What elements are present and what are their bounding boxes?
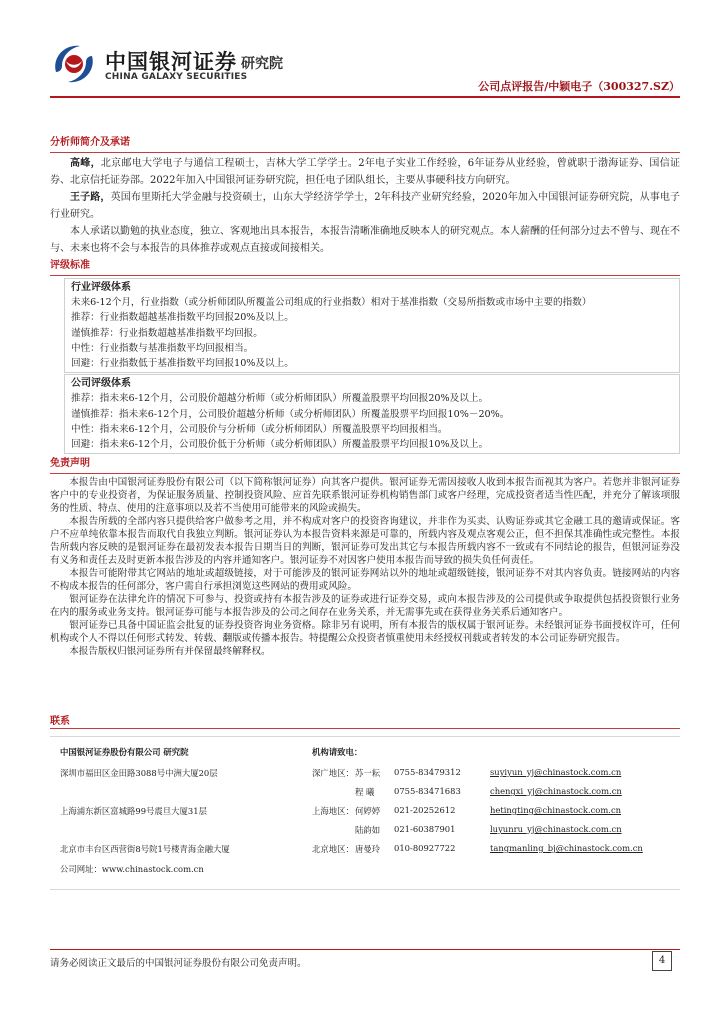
- disclaimer-paragraph: 本报告所载的全部内容只提供给客户做参考之用，并不构成对客户的投资咨询建议，并非作为买卖、认购证券或其它金融工具的邀请或保证。客户不应单纯依靠本报告而取代自我独立判断。银河证券认为本报告资料来源是可靠的，所载内容及观点客观公正，但不担保其准确性或完整性。本报告所载内容反映的是银河证券在最初发表本报告日期当日的判断，银河证券可发出其它与本报告所载内容不一致或有不同结论的报告，但银河证券没有义务和责任去及时更新本报告涉及的内容并通知客户。银河证券不对因客户使用本报告而导致的损失负任何责任。: [50, 516, 680, 567]
- sales-name: 唐曼玲: [355, 844, 381, 854]
- contact-section-title: 联系: [50, 712, 680, 729]
- rating-section-title: 评级标准: [50, 257, 680, 276]
- address-beijing: 北京市丰台区西营街8号院1号楼青海金融大厦: [60, 844, 230, 854]
- industry-rating-title: 行业评级体系: [71, 282, 131, 293]
- disclaimer-section-title: 免责声明: [50, 455, 680, 474]
- company-rating-line: 中性：指未来6-12个月，公司股价与分析师（或分析师团队）所覆盖股票平均回报相当。: [71, 423, 448, 435]
- analyst-section-title: 分析师简介及承诺: [50, 134, 680, 153]
- disclaimer-paragraph: 银河证券在法律允许的情况下可参与、投资或持有本报告涉及的证券或进行证券交易，或向本报告涉及的公司提供或争取提供包括投资银行业务在内的服务或业务支持。银河证券可能与本报告涉及的公司之间存在业务关系，并无需事先或在获得业务关系后通知客户。: [50, 594, 680, 619]
- company-rating-line: 推荐：指未来6-12个月，公司股价超越分析师（或分析师团队）所覆盖股票平均回报20%及以上。: [71, 393, 489, 405]
- industry-rating-line: 谨慎推荐：行业指数超越基准指数平均回报。: [71, 327, 263, 339]
- sales-region: 北京地区：: [312, 844, 354, 854]
- footer-disclaimer-note: 请务必阅读正文最后的中国银河证券股份有限公司免责声明。: [50, 958, 307, 969]
- sales-name: 苏一耘: [355, 768, 381, 778]
- logo-chinese-name: 中国银河证券: [105, 50, 237, 74]
- sales-phone: 021-20252612: [394, 805, 456, 815]
- sales-phone: 0755-83479312: [394, 767, 461, 777]
- page-header: [50, 40, 680, 95]
- sales-phone: 010-80927722: [394, 843, 456, 853]
- sales-email-link[interactable]: luyunru_yj@chinastock.com.cn: [490, 824, 622, 834]
- analyst-bio-gao: [50, 155, 680, 189]
- sales-title: 机构请致电：: [312, 747, 363, 757]
- institute-label: 研究院: [241, 56, 283, 72]
- analyst-name: 高峰，: [70, 158, 101, 169]
- company-rating-line: 谨慎推荐：指未来6-12个月，公司股价超越分析师（或分析师团队）所覆盖股票平均回报10%－20%。: [71, 408, 510, 420]
- address-shanghai: 上海浦东新区富城路99号震旦大厦31层: [60, 806, 207, 816]
- sales-phone: 021-60387901: [394, 824, 456, 834]
- sales-email-link[interactable]: suyiyun_yj@chinastock.com.cn: [490, 767, 622, 777]
- disclaimer-paragraph: 本报告由中国银河证券股份有限公司（以下简称银河证券）向其客户提供。银河证券无需因接收人收到本报告而视其为客户。若您并非银河证券客户中的专业投资者，为保证服务质量、控制投资风险、应首先联系银河证券机构销售部门或客户经理，完成投资者适当性匹配，并充分了解该项服务的性质、特点、使用的注意事项以及若不当使用可能带来的风险或损失。: [50, 477, 680, 515]
- sales-name: 何婷婷: [355, 806, 381, 816]
- contact-block: [50, 736, 680, 890]
- sales-email-link[interactable]: tangmanling_bj@chinastock.com.cn: [490, 843, 643, 853]
- industry-rating-line: 回避：行业指数低于基准指数平均回报10%及以上。: [71, 358, 294, 370]
- disclaimer-paragraph: 本报告可能附带其它网站的地址或超级链接，对于可能涉及的银河证券网站以外的地址或超级链接，银河证券不对其内容负责。链接网站的内容不构成本报告的任何部分，客户需自行承担浏览这些网站的费用或风险。: [50, 568, 680, 593]
- company-rating-title: 公司评级体系: [71, 378, 131, 390]
- sales-name: 程 曦: [355, 787, 375, 797]
- industry-rating-line: 未来6-12个月，行业指数（或分析师团队所覆盖公司组成的行业指数）相对于基准指数（交易所指数或市场中主要的指数）: [71, 297, 592, 309]
- galaxy-logo-icon: [50, 40, 98, 88]
- industry-rating-box: [64, 278, 680, 373]
- analyst-commitment: 本人承诺以勤勉的执业态度，独立、客观地出具本报告，本报告清晰准确地反映本人的研究观点。本人薪酬的任何部分过去不曾与、现在不与、未来也将不会与本报告的具体推荐或观点直接或间接相关。: [50, 226, 680, 254]
- company-website[interactable]: 公司网址：www.chinastock.com.cn: [60, 864, 204, 874]
- sales-phone: 0755-83471683: [394, 786, 461, 796]
- disclaimer-paragraph: 本报告版权归银河证券所有并保留最终解释权。: [69, 646, 271, 658]
- sales-region: 深广地区：: [312, 768, 354, 778]
- logo-english-name: CHINA GALAXY SECURITIES: [105, 72, 248, 82]
- analyst-bio-wang: [50, 189, 680, 223]
- company-name: 中国银河证券股份有限公司 研究院: [60, 747, 189, 757]
- analyst-bio-text: 北京邮电大学电子与通信工程硕士，吉林大学工学学士。2年电子实业工作经验，6年证券从业经验，曾就职于渤海证券、国信证券、北京信托证券部。2022年加入中国银河证券研究院，担任电子团队组长，主要从事硬科技方向研究。: [50, 158, 681, 186]
- sales-name: 陆韵如: [355, 825, 381, 835]
- main-content: [50, 134, 680, 658]
- page-number: 4: [652, 951, 672, 971]
- company-rating-box: [64, 374, 680, 454]
- sales-email-link[interactable]: hetingting@chinastock.com.cn: [490, 805, 622, 815]
- footer-divider: [50, 949, 680, 950]
- sales-region: 上海地区：: [312, 806, 354, 816]
- disclaimer-body: [50, 476, 680, 658]
- header-divider: [50, 96, 680, 98]
- disclaimer-paragraph: 银河证券已具备中国证监会批复的证券投资咨询业务资格。除非另有说明，所有本报告的版权属于银河证券。未经银河证券书面授权许可，任何机构或个人不得以任何形式转发、转载、翻版或传播本报告。特提醒公众投资者慎重使用未经授权刊载或者转发的本公司证券研究报告。: [50, 620, 680, 645]
- report-type-title: 公司点评报告/中颖电子（300327.SZ）: [478, 80, 680, 93]
- industry-rating-line: 中性：行业指数与基准指数平均回报相当。: [71, 342, 254, 354]
- analyst-bio-text: 英国布里斯托大学金融与投资硕士，山东大学经济学学士，2年科技产业研究经验，2020年加入中国银河证券研究院，从事电子行业研究。: [50, 192, 681, 220]
- company-rating-line: 回避：指未来6-12个月，公司股价低于分析师（或分析师团队）所覆盖股票平均回报10%及以上。: [71, 439, 489, 451]
- analyst-name: 王子路，: [70, 192, 111, 203]
- address-shenzhen: 深圳市福田区金田路3088号中洲大厦20层: [60, 768, 218, 778]
- industry-rating-line: 推荐：行业指数超越基准指数平均回报20%及以上。: [71, 312, 294, 324]
- sales-email-link[interactable]: chengxi_yj@chinastock.com.cn: [490, 786, 622, 796]
